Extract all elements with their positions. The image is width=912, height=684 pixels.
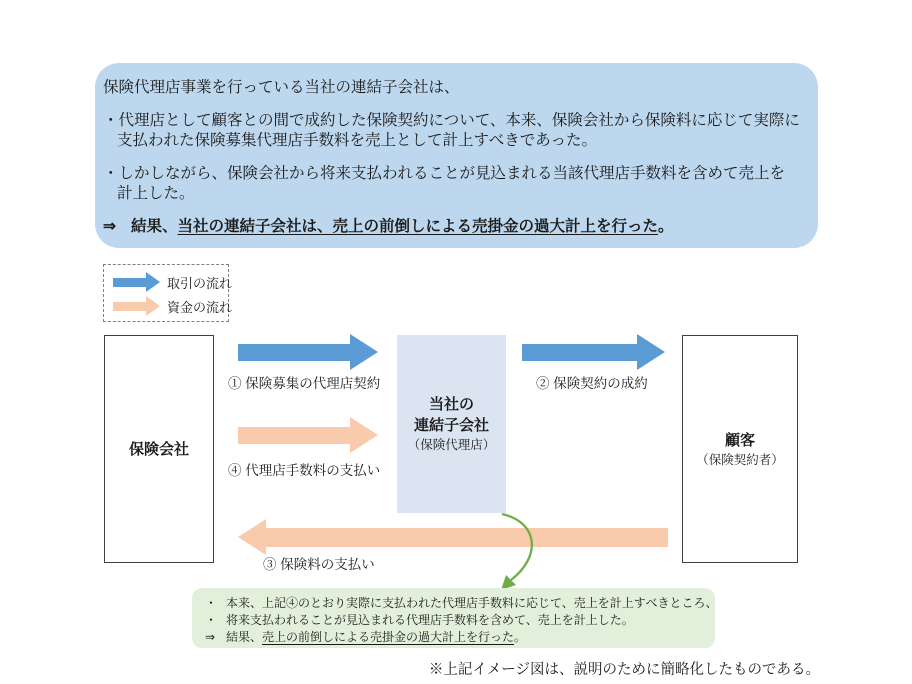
intro-conclusion [103,217,800,237]
intro-conclusion-prefix: 結果、 [131,218,178,235]
fund-flow-arrow-icon [113,295,160,317]
double-arrow-icon: ⇒ [103,218,116,235]
intro-conclusion-suffix: 。 [658,218,674,235]
intro-summary-box [95,63,818,248]
intro-bullet-1 [103,111,800,151]
note-box [192,588,718,648]
legend-transaction-label: 取引の流れ [167,275,233,291]
bullet-icon: ・ [103,112,119,129]
footnote: ※上記イメージ図は、説明のために簡略化したものである。 [428,662,820,678]
note-conclusion-underlined: 売上の前倒しによる売掛金の過大計上を行った [262,630,515,644]
flow2-transaction-arrow-icon [522,334,665,370]
flow2-label: ② 保険契約の成約 [536,376,648,391]
note-bullet-1-text: 本来、上記④のとおり実際に支払われた代理店手数料に応じて、売上を計上すべきところ、 [226,596,718,610]
subsidiary-box [397,335,506,513]
flow1-label: ① 保険募集の代理店契約 [228,376,381,391]
customer-box [682,335,798,563]
intro-bullet-1-text: 代理店として顧客との間で成約した保険契約について、本来、保険会社から保険料に応じて実際に支払われた保険募集代理店手数料を売上として計上すべきであった。 [117,112,800,149]
double-arrow-icon: ⇒ [205,630,216,644]
insurance-company-box [104,335,214,563]
customer-label: 顧客 [724,431,755,449]
bullet-icon: ・ [205,596,218,610]
note-conclusion-prefix: 結果、 [226,630,263,644]
intro-bullet-2 [103,164,800,204]
insurance-company-label: 保険会社 [128,440,189,458]
note-bullet-2 [205,612,707,629]
subsidiary-label-line3: （保険代理店） [407,438,496,452]
curved-connector-arrow-icon [480,505,560,600]
note-bullet-2-text: 将来支払われることが見込まれる代理店手数料を含めて、売上を計上した。 [226,613,634,627]
note-conclusion-text [226,629,526,646]
bullet-icon: ・ [205,613,218,627]
flow4-fund-arrow-icon [238,417,378,453]
customer-sublabel: （保険契約者） [696,452,784,467]
bullet-icon: ・ [103,165,119,182]
flow1-transaction-arrow-icon [238,334,378,370]
flow3-fund-arrow-icon [238,519,668,555]
flow3-label: ③ 保険料の支払い [263,557,375,572]
subsidiary-label-line1: 当社の [428,396,474,413]
intro-bullet-2-text: しかしながら、保険会社から将来支払われることが見込まれる当該代理店手数料を含めて売上を計上した。 [117,165,786,202]
note-conclusion-suffix: 。 [514,630,527,644]
intro-heading: 保険代理店事業を行っている当社の連結子会社は、 [103,79,460,96]
subsidiary-label-line2: 連結子会社 [413,417,489,434]
intro-conclusion-underlined: 当社の連結子会社は、売上の前倒しによる売掛金の過大計上を行った [177,218,659,235]
legend-row-fund [113,294,233,318]
legend-row-transaction [113,270,233,294]
note-conclusion [205,629,707,646]
flow4-label: ④ 代理店手数料の支払い [228,463,381,478]
transaction-flow-arrow-icon [113,271,160,293]
note-bullet-1 [205,595,718,612]
legend-box [103,264,233,322]
legend-fund-label: 資金の流れ [167,299,233,315]
